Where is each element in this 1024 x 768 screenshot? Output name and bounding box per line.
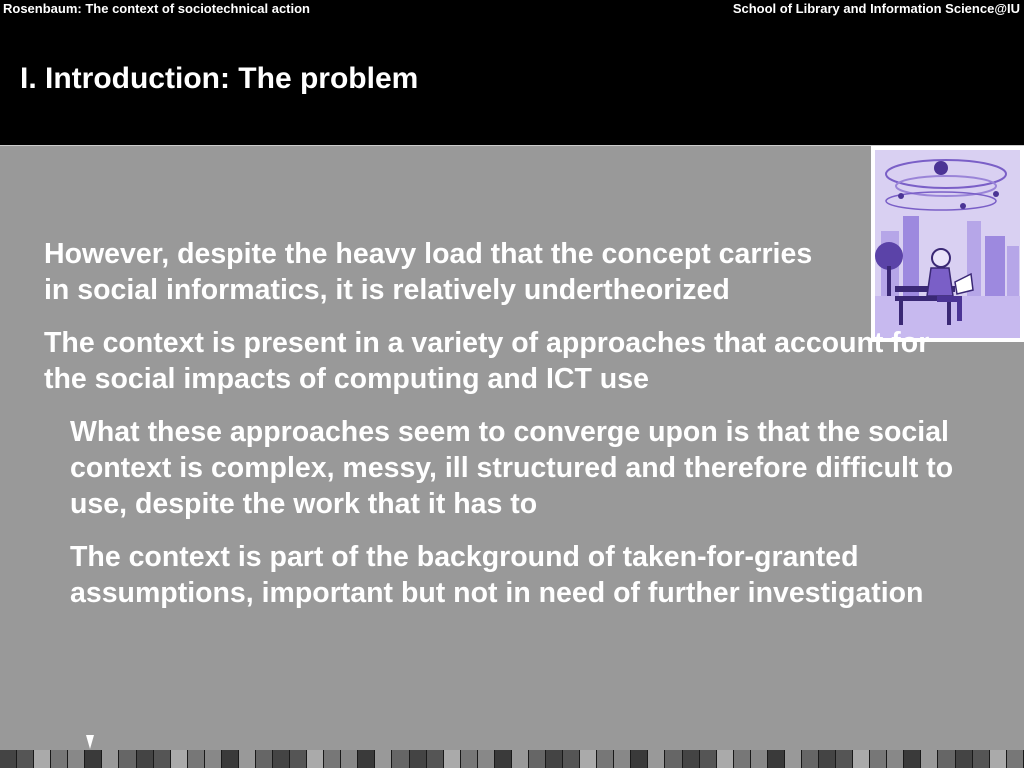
slide-title: I. Introduction: The problem bbox=[20, 62, 419, 95]
strip-segment bbox=[256, 750, 272, 768]
strip-segment bbox=[734, 750, 750, 768]
strip-segment bbox=[102, 750, 118, 768]
strip-segment bbox=[85, 750, 101, 768]
strip-segment bbox=[683, 750, 699, 768]
bullet-1: However, despite the heavy load that the concept carries in social informatics, it is relatively undertheorized bbox=[44, 238, 813, 306]
strip-segment bbox=[973, 750, 989, 768]
strip-segment bbox=[580, 750, 596, 768]
strip-segment bbox=[341, 750, 357, 768]
strip-segment bbox=[700, 750, 716, 768]
strip-segment bbox=[1007, 750, 1023, 768]
strip-segment bbox=[68, 750, 84, 768]
strip-segment bbox=[171, 750, 187, 768]
strip-segment bbox=[956, 750, 972, 768]
strip-segment bbox=[222, 750, 238, 768]
strip-segment bbox=[870, 750, 886, 768]
strip-segment bbox=[938, 750, 954, 768]
strip-segment bbox=[495, 750, 511, 768]
slide-progress-strip bbox=[0, 750, 1024, 768]
strip-segment bbox=[119, 750, 135, 768]
strip-segment bbox=[461, 750, 477, 768]
strip-segment bbox=[563, 750, 579, 768]
strip-segment bbox=[887, 750, 903, 768]
strip-segment bbox=[273, 750, 289, 768]
strip-segment bbox=[904, 750, 920, 768]
sub-bullet-1: What these approaches seem to converge upon is that the social context is complex, messy, ill structured and therefore difficult to use, despite the work that it has to bbox=[70, 416, 954, 520]
strip-segment bbox=[290, 750, 306, 768]
strip-segment bbox=[768, 750, 784, 768]
strip-segment bbox=[853, 750, 869, 768]
strip-segment bbox=[802, 750, 818, 768]
strip-segment bbox=[665, 750, 681, 768]
strip-segment bbox=[478, 750, 494, 768]
strip-segment bbox=[921, 750, 937, 768]
strip-segment bbox=[34, 750, 50, 768]
strip-segment bbox=[239, 750, 255, 768]
strip-segment bbox=[392, 750, 408, 768]
progress-marker-icon bbox=[86, 735, 94, 749]
strip-segment bbox=[427, 750, 443, 768]
strip-segment bbox=[358, 750, 374, 768]
strip-segment bbox=[648, 750, 664, 768]
strip-segment bbox=[717, 750, 733, 768]
sub-bullet-2: The context is part of the background of taken-for-granted assumptions, important but not in need of further investigation bbox=[70, 541, 924, 609]
strip-segment bbox=[188, 750, 204, 768]
strip-segment bbox=[836, 750, 852, 768]
strip-segment bbox=[614, 750, 630, 768]
strip-segment bbox=[17, 750, 33, 768]
strip-segment bbox=[137, 750, 153, 768]
strip-segment bbox=[785, 750, 801, 768]
strip-segment bbox=[307, 750, 323, 768]
header-right-text: School of Library and Information Science@IU bbox=[732, 1, 1020, 16]
strip-segment bbox=[631, 750, 647, 768]
header-left-text: Rosenbaum: The context of sociotechnical action bbox=[3, 1, 310, 16]
strip-segment bbox=[375, 750, 391, 768]
strip-segment bbox=[546, 750, 562, 768]
strip-segment bbox=[51, 750, 67, 768]
strip-segment bbox=[205, 750, 221, 768]
strip-segment bbox=[444, 750, 460, 768]
strip-segment bbox=[0, 750, 16, 768]
strip-segment bbox=[819, 750, 835, 768]
slide-header bbox=[0, 0, 1024, 146]
strip-segment bbox=[512, 750, 528, 768]
strip-segment bbox=[154, 750, 170, 768]
strip-segment bbox=[529, 750, 545, 768]
strip-segment bbox=[597, 750, 613, 768]
slide-content bbox=[44, 236, 974, 628]
strip-segment bbox=[990, 750, 1006, 768]
strip-segment bbox=[324, 750, 340, 768]
bullet-2: The context is present in a variety of approaches that account for the social impacts of computing and ICT use bbox=[44, 327, 930, 395]
strip-segment bbox=[751, 750, 767, 768]
strip-segment bbox=[410, 750, 426, 768]
